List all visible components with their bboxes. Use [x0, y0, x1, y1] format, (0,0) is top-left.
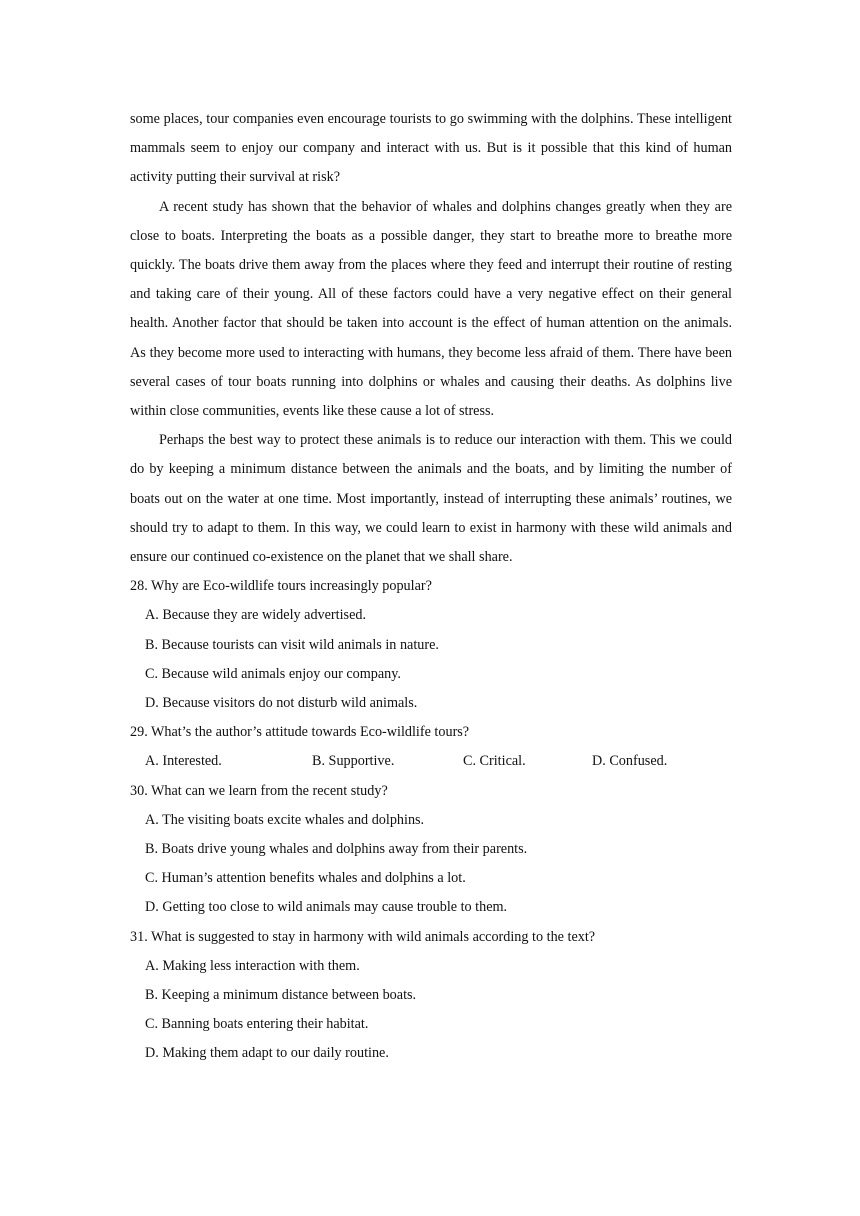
question-31 — [130, 923, 732, 1069]
question-30 — [130, 777, 732, 923]
option-d: D. Getting too close to wild animals may cause trouble to them. — [145, 899, 508, 916]
option-b: B. Supportive. — [312, 753, 395, 770]
option-a: A. Making less interaction with them. — [145, 957, 360, 974]
question-stem: 29. What’s the author’s attitude towards Eco-wildlife tours? — [130, 724, 470, 741]
option-d: D. Confused. — [592, 753, 668, 770]
option-b: B. Boats drive young whales and dolphins away from their parents. — [145, 841, 528, 858]
option-b: B. Because tourists can visit wild animals in nature. — [145, 636, 439, 653]
passage-paragraph-1: some places, tour companies even encourage tourists to go swimming with the dolphins. These intelligent mammals seem to enjoy our company and interact with us. But is it possible that this kind of human activity putting their survival at risk? — [130, 111, 732, 186]
option-a: A. The visiting boats excite whales and dolphins. — [145, 811, 425, 828]
options-row — [130, 747, 732, 776]
option-d: D. Making them adapt to our daily routine. — [145, 1045, 389, 1062]
option-d: D. Because visitors do not disturb wild animals. — [145, 695, 418, 712]
passage-paragraph-3: Perhaps the best way to protect these animals is to reduce our interaction with them. This we could do by keeping a minimum distance between the animals and the boats, and by limiting the number of boats out on the water at one time. Most importantly, instead of interrupting these animals’ routines, we should try to adapt to them. In this way, we could learn to exist in harmony with these wild animals and ensure our continued co-existence on the planet that we shall share. — [130, 432, 732, 566]
option-a: A. Because they are widely advertised. — [145, 607, 367, 624]
question-stem: 30. What can we learn from the recent study? — [130, 782, 388, 799]
option-c: C. Critical. — [463, 753, 526, 770]
question-29 — [130, 718, 732, 776]
question-stem: 28. Why are Eco-wildlife tours increasingly popular? — [130, 578, 432, 595]
option-c: C. Because wild animals enjoy our company. — [145, 665, 401, 682]
question-28 — [130, 572, 732, 718]
option-c: C. Banning boats entering their habitat. — [145, 1016, 369, 1033]
option-c: C. Human’s attention benefits whales and dolphins a lot. — [145, 870, 466, 887]
question-stem: 31. What is suggested to stay in harmony with wild animals according to the text? — [130, 928, 596, 945]
option-b: B. Keeping a minimum distance between boats. — [145, 987, 417, 1004]
document-page — [130, 105, 732, 1069]
option-a: A. Interested. — [145, 753, 222, 770]
passage-paragraph-2: A recent study has shown that the behavior of whales and dolphins changes greatly when they are close to boats. Interpreting the boats as a possible danger, they start to breathe more to breathe more quickly. The boats drive them away from the places where they feed and interrupt their routine of resting and taking care of their young. All of these factors could have a very negative effect on their general health. Another factor that should be taken into account is the effect of human attention on the animals. As they become more used to interacting with humans, they become less afraid of them. There have been several cases of tour boats running into dolphins or whales and causing their deaths. As dolphins live within close communities, events like these cause a lot of stress. — [130, 198, 732, 420]
